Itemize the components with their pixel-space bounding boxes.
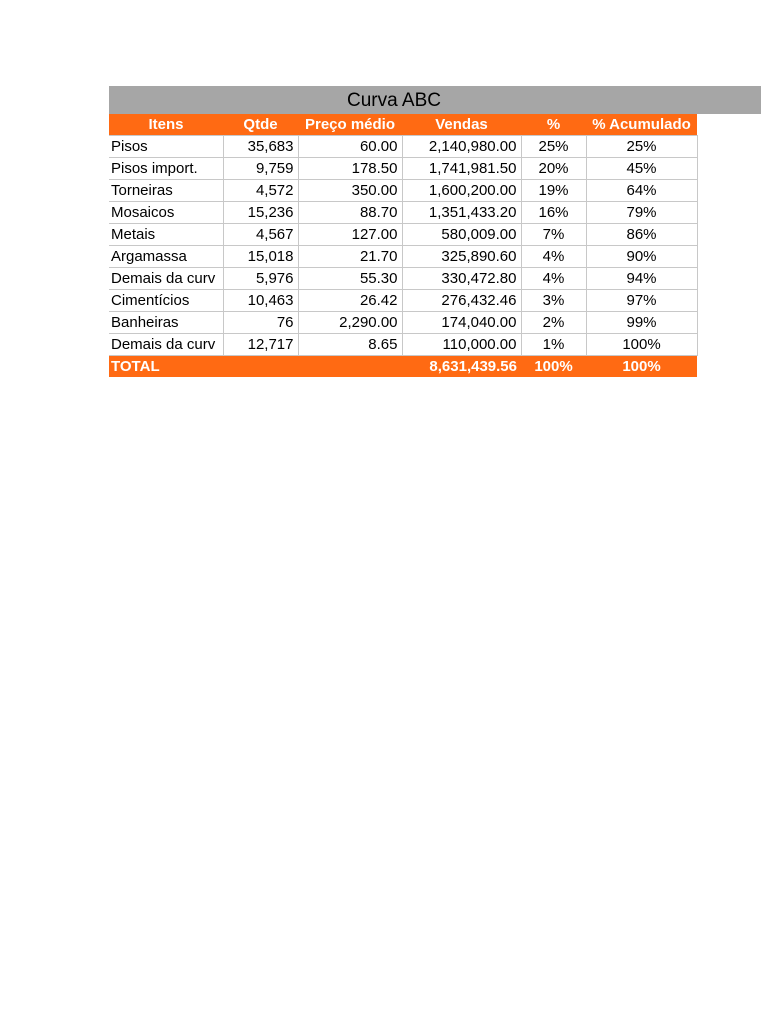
preco-cell[interactable]: 26.42 xyxy=(298,290,402,312)
vendas-cell[interactable]: 2,140,980.00 xyxy=(402,136,521,158)
vendas-cell[interactable]: 1,741,981.50 xyxy=(402,158,521,180)
table-row xyxy=(109,312,697,334)
accumulated-cell[interactable]: 94% xyxy=(586,268,697,290)
vendas-cell[interactable]: 276,432.46 xyxy=(402,290,521,312)
total-row xyxy=(109,356,697,378)
item-cell[interactable]: Pisos xyxy=(109,136,223,158)
total-percent-cell[interactable]: 100% xyxy=(521,356,586,378)
total-vendas-cell[interactable]: 8,631,439.56 xyxy=(402,356,521,378)
item-cell[interactable]: Banheiras xyxy=(109,312,223,334)
percent-cell[interactable]: 1% xyxy=(521,334,586,356)
table-row xyxy=(109,268,697,290)
preco-cell[interactable]: 55.30 xyxy=(298,268,402,290)
table-row xyxy=(109,246,697,268)
item-cell[interactable]: Cimentícios xyxy=(109,290,223,312)
column-header[interactable]: % Acumulado xyxy=(586,114,697,136)
qtde-cell[interactable]: 15,236 xyxy=(223,202,298,224)
table-title: Curva ABC xyxy=(347,90,441,111)
item-cell[interactable]: Pisos import. xyxy=(109,158,223,180)
accumulated-cell[interactable]: 97% xyxy=(586,290,697,312)
preco-cell[interactable]: 21.70 xyxy=(298,246,402,268)
total-accumulated-cell[interactable]: 100% xyxy=(586,356,697,378)
qtde-cell[interactable]: 76 xyxy=(223,312,298,334)
accumulated-cell[interactable]: 79% xyxy=(586,202,697,224)
qtde-cell[interactable]: 15,018 xyxy=(223,246,298,268)
column-header[interactable]: Vendas xyxy=(402,114,521,136)
percent-cell[interactable]: 2% xyxy=(521,312,586,334)
accumulated-cell[interactable]: 86% xyxy=(586,224,697,246)
accumulated-cell[interactable]: 90% xyxy=(586,246,697,268)
table-row xyxy=(109,334,697,356)
empty-cell[interactable] xyxy=(298,356,402,378)
vendas-cell[interactable]: 325,890.60 xyxy=(402,246,521,268)
vendas-cell[interactable]: 330,472.80 xyxy=(402,268,521,290)
vendas-cell[interactable]: 174,040.00 xyxy=(402,312,521,334)
percent-cell[interactable]: 3% xyxy=(521,290,586,312)
column-header[interactable]: Preço médio xyxy=(298,114,402,136)
vendas-cell[interactable]: 1,600,200.00 xyxy=(402,180,521,202)
preco-cell[interactable]: 8.65 xyxy=(298,334,402,356)
curva-abc-table xyxy=(109,114,698,377)
column-header[interactable]: Qtde xyxy=(223,114,298,136)
preco-cell[interactable]: 2,290.00 xyxy=(298,312,402,334)
preco-cell[interactable]: 350.00 xyxy=(298,180,402,202)
qtde-cell[interactable]: 4,567 xyxy=(223,224,298,246)
item-cell[interactable]: Argamassa xyxy=(109,246,223,268)
accumulated-cell[interactable]: 99% xyxy=(586,312,697,334)
qtde-cell[interactable]: 35,683 xyxy=(223,136,298,158)
percent-cell[interactable]: 4% xyxy=(521,268,586,290)
table-row xyxy=(109,180,697,202)
percent-cell[interactable]: 19% xyxy=(521,180,586,202)
item-cell[interactable]: Demais da curv xyxy=(109,268,223,290)
percent-cell[interactable]: 16% xyxy=(521,202,586,224)
accumulated-cell[interactable]: 25% xyxy=(586,136,697,158)
qtde-cell[interactable]: 4,572 xyxy=(223,180,298,202)
column-header[interactable]: % xyxy=(521,114,586,136)
preco-cell[interactable]: 127.00 xyxy=(298,224,402,246)
total-label[interactable]: TOTAL xyxy=(109,356,223,378)
percent-cell[interactable]: 4% xyxy=(521,246,586,268)
vendas-cell[interactable]: 580,009.00 xyxy=(402,224,521,246)
header-row xyxy=(109,114,697,136)
qtde-cell[interactable]: 12,717 xyxy=(223,334,298,356)
table-row xyxy=(109,136,697,158)
qtde-cell[interactable]: 5,976 xyxy=(223,268,298,290)
percent-cell[interactable]: 25% xyxy=(521,136,586,158)
column-header[interactable]: Itens xyxy=(109,114,223,136)
item-cell[interactable]: Mosaicos xyxy=(109,202,223,224)
preco-cell[interactable]: 60.00 xyxy=(298,136,402,158)
percent-cell[interactable]: 20% xyxy=(521,158,586,180)
vendas-cell[interactable]: 1,351,433.20 xyxy=(402,202,521,224)
table-row xyxy=(109,290,697,312)
item-cell[interactable]: Torneiras xyxy=(109,180,223,202)
preco-cell[interactable]: 88.70 xyxy=(298,202,402,224)
item-cell[interactable]: Demais da curv xyxy=(109,334,223,356)
item-cell[interactable]: Metais xyxy=(109,224,223,246)
table-row xyxy=(109,158,697,180)
preco-cell[interactable]: 178.50 xyxy=(298,158,402,180)
table-row xyxy=(109,224,697,246)
table-row xyxy=(109,202,697,224)
empty-cell[interactable] xyxy=(223,356,298,378)
vendas-cell[interactable]: 110,000.00 xyxy=(402,334,521,356)
accumulated-cell[interactable]: 100% xyxy=(586,334,697,356)
qtde-cell[interactable]: 9,759 xyxy=(223,158,298,180)
percent-cell[interactable]: 7% xyxy=(521,224,586,246)
qtde-cell[interactable]: 10,463 xyxy=(223,290,298,312)
accumulated-cell[interactable]: 64% xyxy=(586,180,697,202)
accumulated-cell[interactable]: 45% xyxy=(586,158,697,180)
title-bar xyxy=(109,86,761,114)
